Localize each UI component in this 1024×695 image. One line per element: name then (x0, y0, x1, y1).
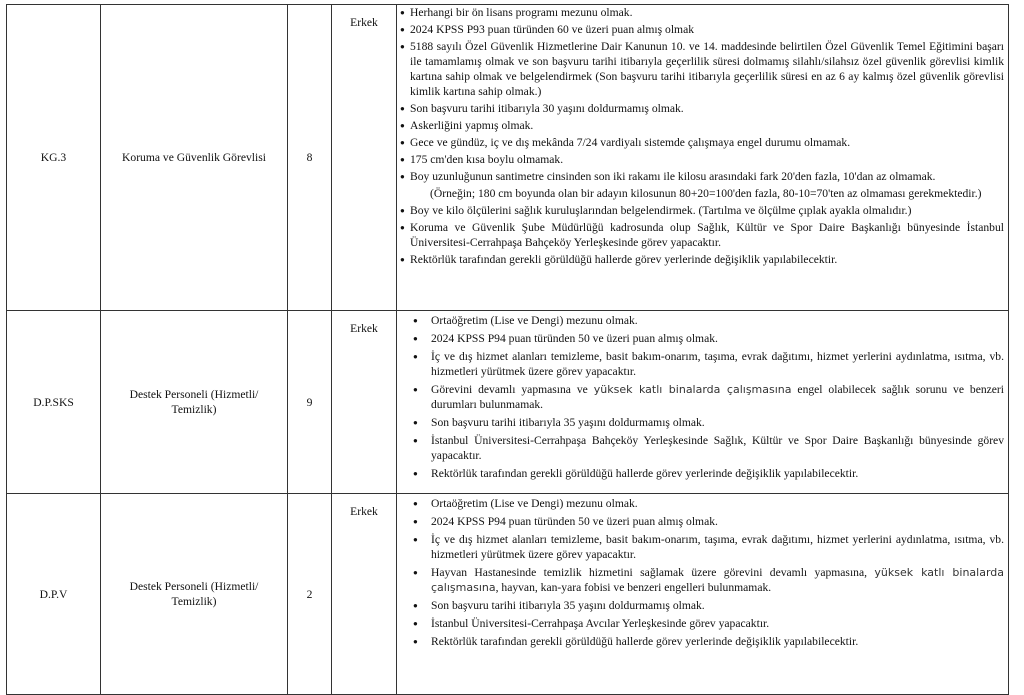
position-title-text: Destek Personeli (Hizmetli/ Temizlik) (129, 388, 259, 416)
requirements-list (400, 313, 1004, 481)
position-title (101, 311, 288, 494)
list-item: ● 5188 sayılı Özel Güvenlik Hizmetlerine Dair Kanunun 10. ve 14. maddesinde belirtilen Özel Güvenlik Temel Eğitimini başarı ile tamamlamış olmak ve son başvuru tarihi itibarıyla geçerlilik süresi dolmamış silahlı/silahsız özel güvenlik görevlisi kimlik kartına sahip olmak ve belgelendirmek (Son başvuru tarihi itibarıyla geçerlilik süresi en az 6 ay kalmış özel güvenlik görevlisi kimlik kartına sahip olmak.) (400, 39, 1004, 99)
table-row (7, 494, 1009, 695)
requirement-text: Hayvan Hastanesinde temizlik hizmetini sağlamak üzere görevini devamlı yapmasına, (431, 566, 868, 579)
position-quantity-text: 8 (306, 151, 313, 164)
table-row (7, 5, 1009, 311)
position-requirements (397, 5, 1009, 311)
position-gender-text: Erkek (350, 16, 378, 29)
list-item: ● Gece ve gündüz, iç ve dış mekânda 7/24 vardiyalı sistemde çalışmaya engel durumu olmamak. (400, 135, 1004, 150)
list-item: ● İstanbul Üniversitesi-Cerrahpaşa Bahçeköy Yerleşkesinde Sağlık, Kültür ve Spor Daire Başkanlığı bünyesinde görev yapacaktır. (400, 433, 1004, 463)
list-item: ● Ortaöğretim (Lise ve Dengi) mezunu olmak. (400, 496, 1004, 511)
list-item: ● Rektörlük tarafından gerekli görüldüğü hallerde görev yerlerinde değişiklik yapılabilecektir. (400, 252, 1004, 267)
position-title (101, 494, 288, 695)
position-code-text: KG.3 (40, 151, 67, 164)
requirement-text: Görevini devamlı yapmasına ve (431, 383, 588, 396)
list-item: ● 175 cm'den kısa boylu olmamak. (400, 152, 1004, 167)
example-note: (Örneğin; 180 cm boyunda olan bir adayın kilosunun 80+20=100'den fazla, 80-10=70'ten az olmaması gerekmektedir.) (430, 187, 982, 200)
requirements-list (400, 496, 1004, 649)
position-gender-text: Erkek (350, 505, 378, 518)
position-title-text: Koruma ve Güvenlik Görevlisi (122, 151, 266, 164)
position-quantity-text: 2 (306, 587, 313, 601)
list-item (400, 565, 1004, 595)
position-code (7, 311, 101, 494)
list-item: ● Boy ve kilo ölçülerini sağlık kuruluşlarından belgelendirmek. (Tartılma ve ölçülme çıplak ayakla olmalıdır.) (400, 203, 1004, 218)
table-row (7, 311, 1009, 494)
list-item: ● 2024 KPSS P94 puan türünden 50 ve üzeri puan almış olmak. (400, 514, 1004, 529)
position-gender (332, 494, 397, 695)
list-item: ● İç ve dış hizmet alanları temizleme, basit bakım-onarım, taşıma, evrak dağıtımı, hizmet yerlerini aydınlatma, ısıtma, vb. hizmetleri yürütmek üzere görev yapacaktır. (400, 349, 1004, 379)
position-code-text: D.P.SKS (33, 395, 74, 409)
position-requirements (397, 494, 1009, 695)
position-quantity-text: 9 (306, 395, 313, 409)
position-code-text: D.P.V (39, 587, 68, 601)
requirements-table (6, 4, 1009, 695)
list-item: ● Ortaöğretim (Lise ve Dengi) mezunu olmak. (400, 313, 1004, 328)
list-item: ● Rektörlük tarafından gerekli görüldüğü hallerde görev yerlerinde değişiklik yapılabilecektir. (400, 466, 1004, 481)
list-item: ● Boy uzunluğunun santimetre cinsinden son iki rakamı ile kilosu arasındaki fark 20'den fazla, 10'dan az olmamak. (400, 169, 1004, 184)
position-code (7, 5, 101, 311)
highlighted-text: yüksek katlı binalarda çalışmasına (431, 566, 1005, 594)
list-item: ● İç ve dış hizmet alanları temizleme, basit bakım-onarım, taşıma, evrak dağıtımı, hizmet yerlerini aydınlatma, ısıtma, vb. hizmetleri yürütmek üzere görev yapacaktır. (400, 532, 1004, 562)
requirements-list (400, 5, 1004, 267)
list-item: ● Rektörlük tarafından gerekli görüldüğü hallerde görev yerlerinde değişiklik yapılabilecektir. (400, 634, 1004, 649)
list-item: ● Koruma ve Güvenlik Şube Müdürlüğü kadrosunda olup Sağlık, Kültür ve Spor Daire Başkanlığı bünyesinde İstanbul Üniversitesi-Cerrahpaşa Bahçeköy Yerleşkesinde görev yapacaktır. (400, 220, 1004, 250)
position-quantity (288, 494, 332, 695)
list-item: ● Son başvuru tarihi itibarıyla 30 yaşını doldurmamış olmak. (400, 101, 1004, 116)
position-gender (332, 5, 397, 311)
position-quantity (288, 311, 332, 494)
list-item: ● 2024 KPSS P94 puan türünden 50 ve üzeri puan almış olmak. (400, 331, 1004, 346)
position-quantity (288, 5, 332, 311)
requirement-text: , hayvan, kan-yara fobisi ve benzeri engelleri bulunmamak. (495, 581, 772, 594)
position-gender-text: Erkek (350, 322, 378, 335)
list-item: ● Son başvuru tarihi itibarıyla 35 yaşını doldurmamış olmak. (400, 415, 1004, 430)
list-item: ● Askerliğini yapmış olmak. (400, 118, 1004, 133)
list-item (400, 382, 1004, 412)
position-code (7, 494, 101, 695)
list-item: ● Son başvuru tarihi itibarıyla 35 yaşını doldurmamış olmak. (400, 598, 1004, 613)
highlighted-text: yüksek katlı binalarda çalışmasına (593, 383, 792, 396)
list-item: ● İstanbul Üniversitesi-Cerrahpaşa Avcılar Yerleşkesinde görev yapacaktır. (400, 616, 1004, 631)
position-title-text: Destek Personeli (Hizmetli/ Temizlik) (129, 580, 259, 608)
position-requirements (397, 311, 1009, 494)
position-title (101, 5, 288, 311)
list-item: ● 2024 KPSS P93 puan türünden 60 ve üzeri puan almış olmak (400, 22, 1004, 37)
job-requirements-document (6, 4, 1009, 695)
requirement-text: engel olabilecek sağlık sorunu ve benzeri durumları bulunmamak. (431, 383, 1005, 411)
position-gender (332, 311, 397, 494)
list-item: ● Herhangi bir ön lisans programı mezunu olmak. (400, 5, 1004, 20)
